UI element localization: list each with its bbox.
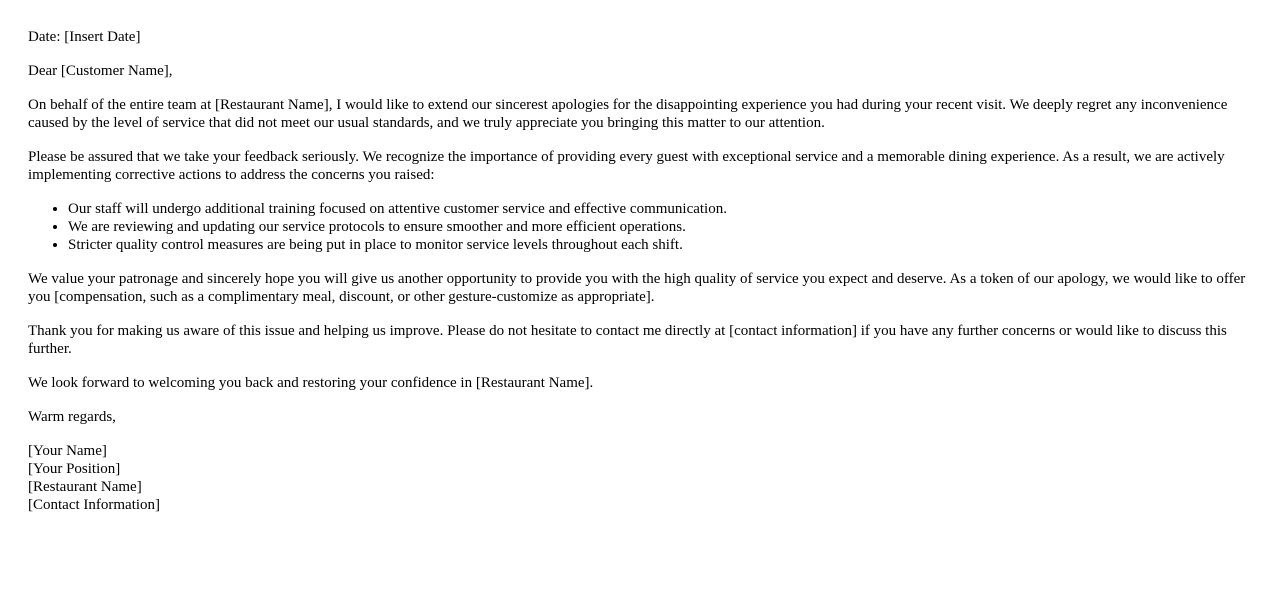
signature-name: [Your Name] (28, 443, 107, 459)
contact-paragraph: Thank you for making us aware of this issue and helping us improve. Please do not hesitate to contact me directly at [contact information] if you have any further concerns or would like to discuss this further. (28, 323, 1227, 357)
corrective-actions-list (28, 200, 1258, 254)
apology-letter (28, 28, 1258, 530)
action-item-protocols: • We are reviewing and updating our service protocols to ensure smoother and more efficient operations. (68, 218, 1258, 236)
welcome-back-paragraph: We look forward to welcoming you back and restoring your confidence in [Restaurant Name]. (28, 375, 594, 391)
signature-restaurant: [Restaurant Name] (28, 479, 142, 495)
signoff: Warm regards, (28, 409, 116, 425)
signature-contact: [Contact Information] (28, 497, 161, 513)
signature-position: [Your Position] (28, 461, 121, 477)
date-line: Date: [Insert Date] (28, 29, 141, 45)
action-item-training: • Our staff will undergo additional training focused on attentive customer service and effective communication. (68, 200, 1258, 218)
action-item-quality-control: • Stricter quality control measures are being put in place to monitor service levels throughout each shift. (68, 236, 1258, 254)
apology-paragraph: On behalf of the entire team at [Restaurant Name], I would like to extend our sincerest apologies for the disappointing experience you had during your recent visit. We deeply regret any inconvenience caused by the level of service that did not meet our usual standards, and we truly appreciate you bringing this matter to our attention. (28, 97, 1228, 131)
feedback-paragraph: Please be assured that we take your feedback seriously. We recognize the importance of providing every guest with exceptional service and a memorable dining experience. As a result, we are actively implementing corrective actions to address the concerns you raised: (28, 149, 1225, 183)
salutation: Dear [Customer Name], (28, 63, 173, 79)
signature-block (28, 442, 1258, 514)
compensation-paragraph: We value your patronage and sincerely hope you will give us another opportunity to provide you with the high quality of service you expect and deserve. As a token of our apology, we would like to offer you [compensation, such as a complimentary meal, discount, or other gesture-customize as appropriate]. (28, 271, 1246, 305)
